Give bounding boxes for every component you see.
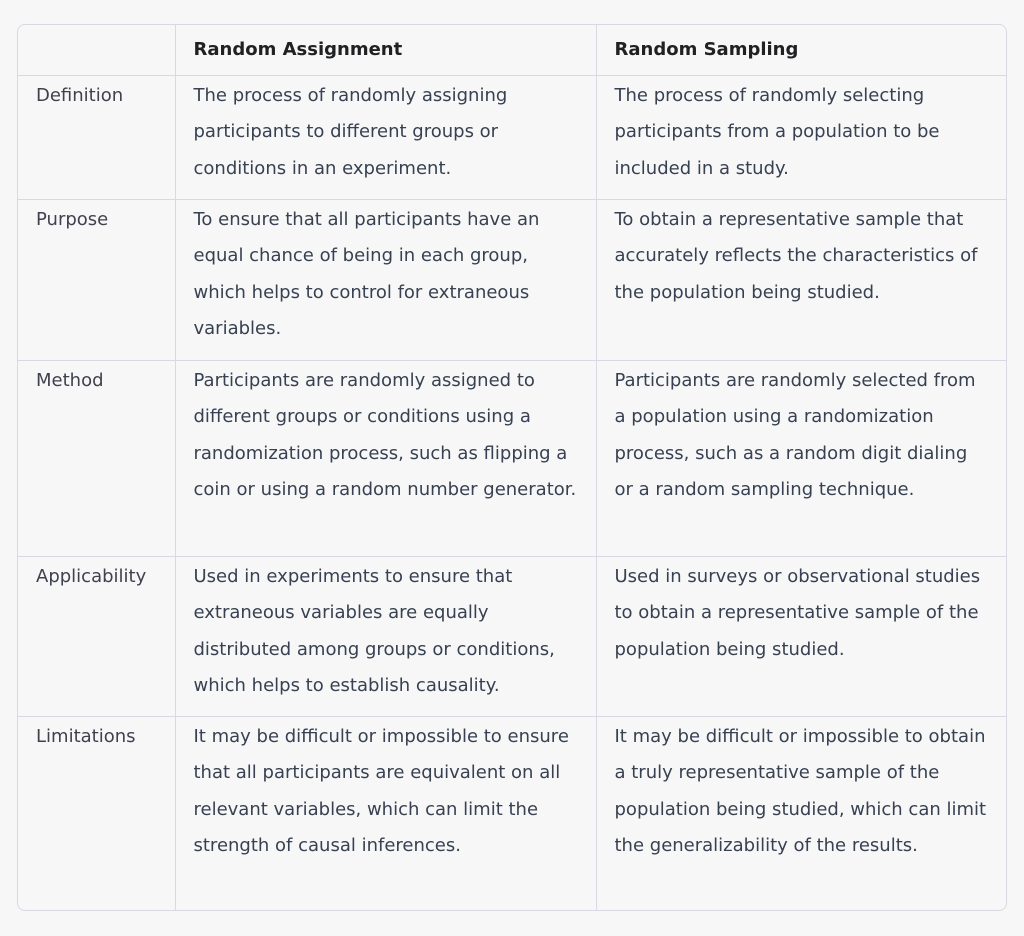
assignment-cell: It may be difficult or impossible to ensure that all participants are equivalent on all relevant variables, which can limit the strength of causal inferences.: [175, 716, 596, 911]
table-row: [18, 556, 1006, 716]
table-row: [18, 360, 1006, 556]
table-row: [18, 716, 1006, 911]
header-empty: [18, 25, 175, 75]
sampling-cell: Participants are randomly selected from a population using a randomization process, such as a random digit dialing or a random sampling technique.: [596, 360, 1006, 556]
assignment-cell: Participants are randomly assigned to different groups or conditions using a randomization process, such as flipping a coin or using a random number generator.: [175, 360, 596, 556]
sampling-cell: To obtain a representative sample that accurately reflects the characteristics of the population being studied.: [596, 199, 1006, 360]
comparison-table: [18, 25, 1006, 911]
assignment-cell: To ensure that all participants have an equal chance of being in each group, which helps to control for extraneous variables.: [175, 199, 596, 360]
sampling-cell: The process of randomly selecting participants from a population to be included in a study.: [596, 75, 1006, 199]
row-label: Limitations: [18, 716, 175, 911]
header-random-assignment: Random Assignment: [175, 25, 596, 75]
row-label: Method: [18, 360, 175, 556]
header-random-sampling: Random Sampling: [596, 25, 1006, 75]
sampling-cell: Used in surveys or observational studies to obtain a representative sample of the population being studied.: [596, 556, 1006, 716]
table-row: [18, 75, 1006, 199]
assignment-cell: The process of randomly assigning participants to different groups or conditions in an experiment.: [175, 75, 596, 199]
row-label: Applicability: [18, 556, 175, 716]
sampling-cell: It may be difficult or impossible to obtain a truly representative sample of the population being studied, which can limit the generalizability of the results.: [614, 725, 987, 856]
comparison-table-container: [17, 24, 1007, 911]
row-label: Definition: [18, 75, 175, 199]
table-header-row: [18, 25, 1006, 75]
assignment-cell: Used in experiments to ensure that extraneous variables are equally distributed among groups or conditions, which helps to establish causality.: [175, 556, 596, 716]
row-label: Purpose: [18, 199, 175, 360]
table-row: [18, 199, 1006, 360]
